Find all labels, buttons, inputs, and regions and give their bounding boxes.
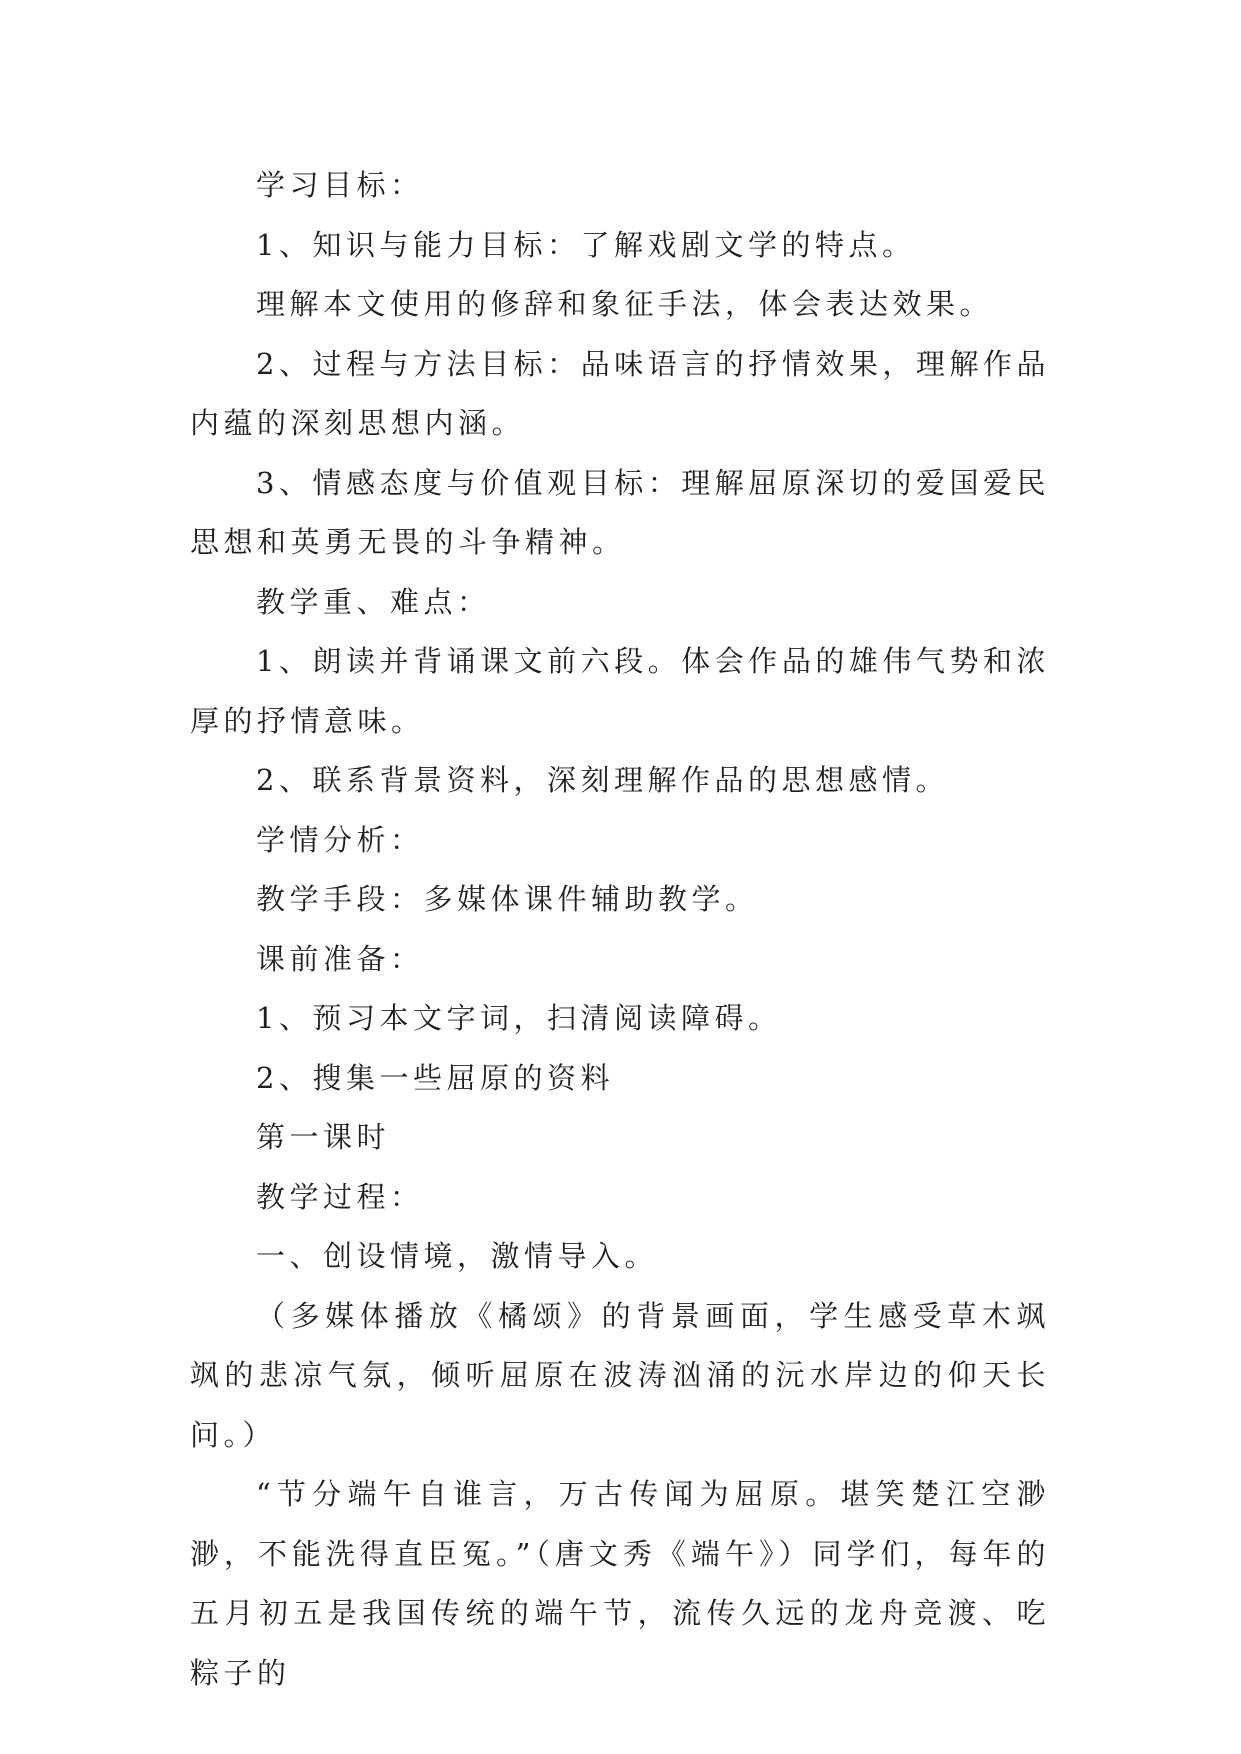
step-introduction: 一、创设情境，激情导入。 bbox=[256, 1239, 659, 1273]
difficulty-recitation: 1、朗读并背诵课文前六段。体会作品的雄伟气势和浓厚的抒情意味。 bbox=[190, 644, 1050, 738]
goal-knowledge-ability: 1、知识与能力目标：了解戏剧文学的特点。 bbox=[256, 227, 916, 262]
preparation-preview: 1、预习本文字词，扫清阅读障碍。 bbox=[256, 1001, 782, 1035]
heading-key-difficulties: 教学重、难点： bbox=[256, 584, 491, 619]
heading-first-lesson: 第一课时 bbox=[256, 1120, 391, 1154]
document-body bbox=[190, 156, 1050, 1703]
heading-teaching-process: 教学过程： bbox=[256, 1179, 424, 1214]
poem-introduction: “节分端午自谁言，万古传闻为屈原。堪笑楚江空渺渺，不能洗得直臣冤。”（唐文秀《端午》）同学们，每年的五月初五是我国传统的端午节，流传久远的龙舟竞渡、吃粽子的 bbox=[190, 1477, 1050, 1690]
difficulty-background: 2、联系背景资料，深刻理解作品的思想感情。 bbox=[256, 763, 949, 797]
multimedia-description: （多媒体播放《橘颂》的背景画面，学生感受草木飒飒的悲凉气氛，倾听屈原在波涛汹涌的沅水岸边的仰天长问。） bbox=[190, 1298, 1050, 1452]
heading-student-analysis: 学情分析： bbox=[256, 822, 424, 857]
preparation-materials: 2、搜集一些屈原的资料 bbox=[256, 1060, 614, 1095]
goal-rhetoric: 理解本文使用的修辞和象征手法，体会表达效果。 bbox=[256, 287, 994, 321]
heading-learning-goals: 学习目标： bbox=[256, 168, 424, 202]
heading-preparation: 课前准备： bbox=[256, 941, 424, 976]
teaching-means: 教学手段：多媒体课件辅助教学。 bbox=[256, 882, 759, 916]
goal-process-method: 2、过程与方法目标：品味语言的抒情效果，理解作品内蕴的深刻思想内涵。 bbox=[190, 346, 1050, 440]
goal-emotion-values: 3、情感态度与价值观目标：理解屈原深切的爱国爱民思想和英勇无畏的斗争精神。 bbox=[190, 465, 1050, 559]
